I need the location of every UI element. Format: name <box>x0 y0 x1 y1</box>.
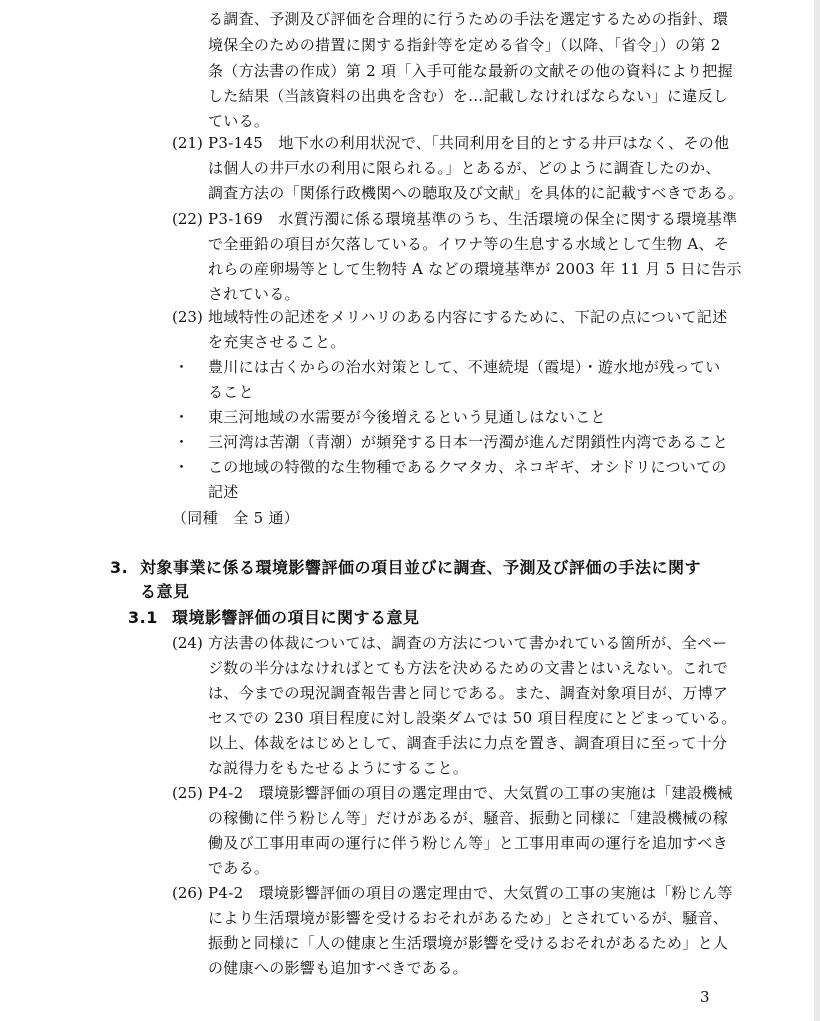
section-3-number: 3. <box>110 558 129 577</box>
item-number: (22) <box>172 210 203 228</box>
item-number: (21) <box>172 134 203 152</box>
bullet-text: 記述 <box>208 483 239 501</box>
item-24-line: は、今までの現況調査報告書と同じである。また、調査対象項目が、万博ア <box>208 684 729 702</box>
item-21-line: は個人の井戸水の利用に限られる。」とあるが、どのように調査したのか、 <box>208 159 721 177</box>
bullet-text: 三河湾は苦潮（青潮）が頻発する日本一汚濁が進んだ閉鎖性内湾であること <box>208 433 729 451</box>
section-3-1-number: 3.1 <box>128 608 158 627</box>
item-23-line: 地域特性の記述をメリハリのある内容にするために、下記の点について記述 <box>208 308 728 326</box>
page-number: 3 <box>700 988 710 1006</box>
item-23-note: （同種 全 5 通） <box>172 509 300 527</box>
intro-line: る調査、予測及び評価を合理的に行うための手法を選定するための指針、環 <box>208 10 729 28</box>
item-24-line: ジ数の半分はなければとても方法を決めるための文書とはいえない。これで <box>208 659 729 677</box>
item-22-line: されている。 <box>208 285 300 303</box>
bullet-text: 東三河地域の水需要が今後増えるという見通しはないこと <box>208 408 606 426</box>
bullet-mark: ・ <box>174 408 190 426</box>
section-3-title: る意見 <box>140 582 190 601</box>
item-21-line: P3-145 地下水の利用状況で、「共同利用を目的とする井戸はなく、その他 <box>208 134 730 152</box>
item-number: (23) <box>172 308 203 326</box>
item-number: (25) <box>172 784 203 802</box>
item-number: (26) <box>172 884 203 902</box>
item-25-line: である。 <box>208 859 270 877</box>
item-23-line: を充実させること。 <box>208 333 346 351</box>
item-26-line: 振動と同様に「人の健康と生活環境が影響を受けるおそれがあるため」と人 <box>208 934 729 952</box>
item-22-line: で全亜鉛の項目が欠落している。イワナ等の生息する水域として生物 A、そ <box>208 235 730 253</box>
section-3-title: 対象事業に係る環境影響評価の項目並びに調査、予測及び評価の手法に関す <box>140 558 702 577</box>
intro-line: 境保全のための措置に関する指針等を定める省令」（以降、「省令」）の第 2 <box>208 36 721 54</box>
bullet-mark: ・ <box>174 358 190 376</box>
item-26-line: により生活環境が影響を受けるおそれがあるため」とされているが、騒音、 <box>208 909 729 927</box>
item-26-line: P4-2 環境影響評価の項目の選定理由で、大気質の工事の実施は「粉じん等 <box>208 884 733 902</box>
item-24-line: 方法書の体裁については、調査の方法について書かれている箇所が、全ペー <box>208 634 728 652</box>
bullet-mark: ・ <box>174 433 190 451</box>
item-24-line: セスでの 230 項目程度に対し設楽ダムでは 50 項目程度にとどまっている。 <box>208 709 737 727</box>
bullet-mark: ・ <box>174 458 190 476</box>
section-3-1-title: 環境影響評価の項目に関する意見 <box>172 608 420 627</box>
item-22-line: P3-169 水質汚濁に係る環境基準のうち、生活環境の保全に関する環境基準 <box>208 210 738 228</box>
intro-line: ている。 <box>208 112 270 130</box>
item-21-line: 調査方法の「関係行政機関への聴取及び文献」を具体的に記載すべきである。 <box>208 184 744 202</box>
item-number: (24) <box>172 634 203 652</box>
intro-line: した結果（当該資料の出典を含む）を…記載しなければならない」に違反し <box>208 87 729 105</box>
bullet-text: ること <box>208 383 254 401</box>
intro-line: 条（方法書の作成）第 2 項「入手可能な最新の文献その他の資料により把握 <box>208 62 733 80</box>
page-edge-shadow <box>814 0 820 1021</box>
item-26-line: の健康への影響も追加すべきである。 <box>208 959 468 977</box>
item-22-line: れらの産卵場等として生物特 A などの環境基準が 2003 年 11 月 5 日に告示 <box>208 260 742 278</box>
item-25-line: 働及び工事用車両の運行に伴う粉じん等」と工事用車両の運行を追加すべき <box>208 834 728 852</box>
item-24-line: 以上、体裁をはじめとして、調査手法に力点を置き、調査項目に至って十分 <box>208 734 728 752</box>
item-24-line: な説得力をもたせるようにすること。 <box>208 759 469 777</box>
bullet-text: 豊川には古くからの治水対策として、不連続堤（霞堤）・遊水地が残ってい <box>208 358 721 376</box>
bullet-text: この地域の特徴的な生物種であるクマタカ、ネコギギ、オシドリについての <box>208 458 727 476</box>
item-25-line: の稼働に伴う粉じん等」だけがあるが、騒音、振動と同様に「建設機械の稼 <box>208 809 729 827</box>
item-25-line: P4-2 環境影響評価の項目の選定理由で、大気質の工事の実施は「建設機械 <box>208 784 733 802</box>
